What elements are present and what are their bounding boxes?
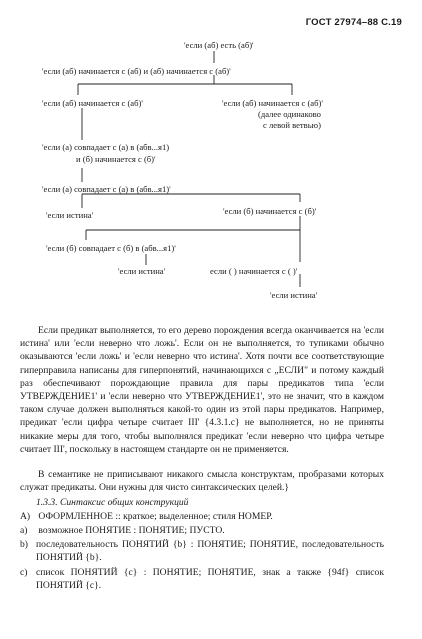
paragraph-semantics-note: В семантике не приписывают никакого смысла конструктам, пробразами которых служат предикаты. Они нужны для чисто синтаксических целей.} [20,469,384,494]
rule-item-text: ОФОРМЛЕННОЕ :: краткое; выделенное; стиля НОМЕР. [38,511,273,522]
tree-node-12: 'если истина' [270,290,318,300]
tree-node-2: 'если (аб) начинается с (аб) и (аб) начинается с (аб)' [42,66,231,76]
rule-item-label: A) [20,511,31,522]
tree-node-4: 'если (аб) начинается с (аб)' [222,98,323,108]
paragraph-predicate-outcome: Если предикат выполняется, то его дерево порождения всегда оканчивается на 'если истина' или 'если неверно что ложь'. Если он не выполняется, то тупиками обычно оказываются 'если ложь' и 'если неверно что истина'. Хотя почти все соответствующие гиперправила написаны для гиперпонятий, начинающихся с „ЕСЛИ" и потому каждый раз обеспечивают порождающие правила для пары предикатов типа 'если УТВЕРЖДЕНИЕ1' и 'если неверно что УТВЕРЖДЕНИЕ1', это не значит, что в каждом таком случае должен выполняться какой-то один из этой пары предикатов. Например, предикат 'если цифра четыре считает III' {4.3.1.c} не выполняется, но не приняты никакие меры для того, чтобы выполнялся предикат 'если неверно что цифра четыре считает III', поскольку в настоящем стандарте он не применяется. [20,325,384,455]
tree-node-4-note-1: (далее одинаково [258,109,321,119]
tree-node-5-line-1: 'если (а) совпадает с (а) в (абв...я1) [42,142,170,152]
rule-item-text: возможное ПОНЯТИЕ : ПОНЯТИЕ; ПУСТО. [38,525,225,536]
tree-node-6: 'если (а) совпадает с (а) в (абв...я1)' [42,184,171,194]
rule-item [20,566,384,592]
tree-node-11: если ( ) начинается с ( )' [210,266,298,276]
section-subheading: 1.3.3. Синтаксис общих конструкций [36,497,189,508]
rule-item [20,524,225,537]
rule-item [20,538,384,564]
tree-node-10: 'если истина' [118,266,166,276]
tree-node-4-note-2: с левой ветвью) [263,120,321,130]
tree-node-3: 'если (аб) начинается с (аб)' [42,98,143,108]
tree-node-5-line-2: и (б) начинается с (б)' [76,154,156,164]
rule-item-text: список ПОНЯТИЙ {c} : ПОНЯТИЕ; ПОНЯТИЕ, знак а также {94f} список ПОНЯТИЙ {c}. [36,567,384,591]
rule-item-text: последовательность ПОНЯТИЙ {b} : ПОНЯТИЕ; ПОНЯТИЕ, последовательность ПОНЯТИЙ {b}. [36,539,384,563]
rule-item-label: a) [20,525,28,536]
tree-node-1: 'если (аб) есть (аб)' [184,40,254,50]
tree-node-9: 'если (б) совпадает с (б) в (абв...я1)' [46,243,176,253]
rule-item-label: b) [20,539,28,550]
rule-item-label: c) [20,567,28,578]
rule-item [20,510,273,523]
tree-node-8: 'если истина' [46,210,94,220]
tree-node-7: 'если (б) начинается с (б)' [223,206,317,216]
document-header: ГОСТ 27974–88 С.19 [305,17,402,28]
